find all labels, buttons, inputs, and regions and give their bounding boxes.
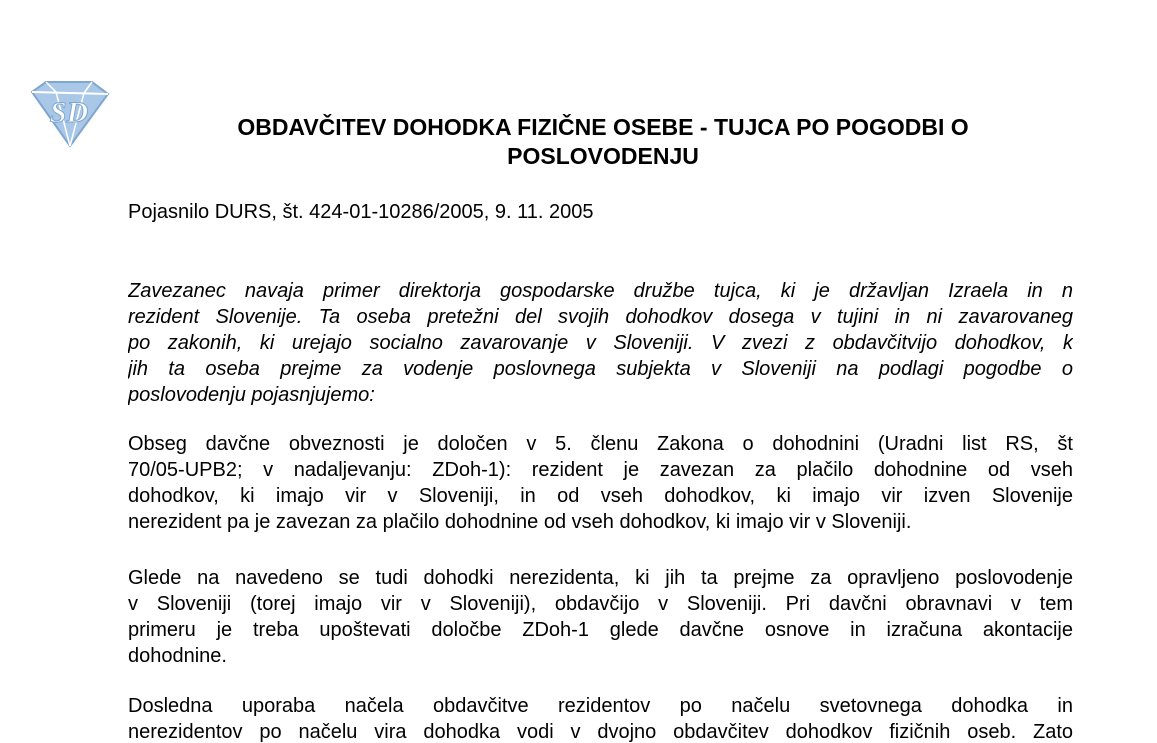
paragraph-line: Glede na navedeno se tudi dohodki nerezidenta, ki jih ta prejme za opravljeno poslovodenje bbox=[128, 567, 1073, 589]
paragraph-intro bbox=[128, 278, 1073, 408]
paragraph-line: Obseg davčne obveznosti je določen v 5. členu Zakona o dohodnini (Uradni list RS, št bbox=[128, 433, 1073, 455]
logo-letters: SD bbox=[49, 96, 89, 129]
title-line-2: POSLOVODENJU bbox=[507, 143, 699, 169]
paragraph-taxation bbox=[128, 565, 1073, 669]
paragraph-line: dohodkov, ki imajo vir v Sloveniji, in od vseh dohodkov, ki imajo vir izven Slovenije bbox=[128, 485, 1073, 507]
paragraph-line: nerezident pa je zavezan za plačilo dohodnine od vseh dohodkov, ki imajo vir v Sloveniji. bbox=[128, 511, 912, 533]
paragraph-line: poslovodenju pojasnjujemo: bbox=[128, 384, 375, 406]
paragraph-line: Dosledna uporaba načela obdavčitve rezidentov po načelu svetovnega dohodka in bbox=[128, 695, 1073, 717]
paragraph-line: po zakonih, ki urejajo socialno zavarovanje v Sloveniji. V zvezi z obdavčitvijo dohodkov, k bbox=[128, 332, 1073, 354]
paragraph-line: dohodnine. bbox=[128, 645, 227, 667]
title-line-1: OBDAVČITEV DOHODKA FIZIČNE OSEBE - TUJCA PO POGODBI O bbox=[237, 114, 969, 140]
paragraph-line: primeru je treba upoštevati določbe ZDoh-1 glede davčne osnove in izračuna akontacije bbox=[128, 619, 1073, 641]
paragraph-scope bbox=[128, 431, 1073, 535]
paragraph-double-taxation bbox=[128, 693, 1073, 743]
document-source: Pojasnilo DURS, št. 424-01-10286/2005, 9. 11. 2005 bbox=[128, 201, 594, 223]
paragraph-line: 70/05-UPB2; v nadaljevanju: ZDoh-1): rezident je zavezan za plačilo dohodnine od vseh bbox=[128, 459, 1073, 481]
paragraph-line: v Sloveniji (torej imajo vir v Sloveniji), obdavčijo v Sloveniji. Pri davčni obravnavi v tem bbox=[128, 593, 1073, 615]
paragraph-line: rezident Slovenije. Ta oseba pretežni del svojih dohodkov dosega v tujini in ni zavarovaneg bbox=[128, 306, 1073, 328]
sd-logo-icon bbox=[26, 78, 112, 150]
paragraph-line: Zavezanec navaja primer direktorja gospodarske družbe tujca, ki je državljan Izraela in n bbox=[128, 280, 1073, 302]
document-title bbox=[128, 113, 1078, 171]
paragraph-line: nerezidentov po načelu vira dohodka vodi v dvojno obdavčitev dohodkov fizičnih oseb. Zato bbox=[128, 721, 1073, 743]
paragraph-line: jih ta oseba prejme za vodenje poslovnega subjekta v Sloveniji na podlagi pogodbe o bbox=[128, 358, 1073, 380]
